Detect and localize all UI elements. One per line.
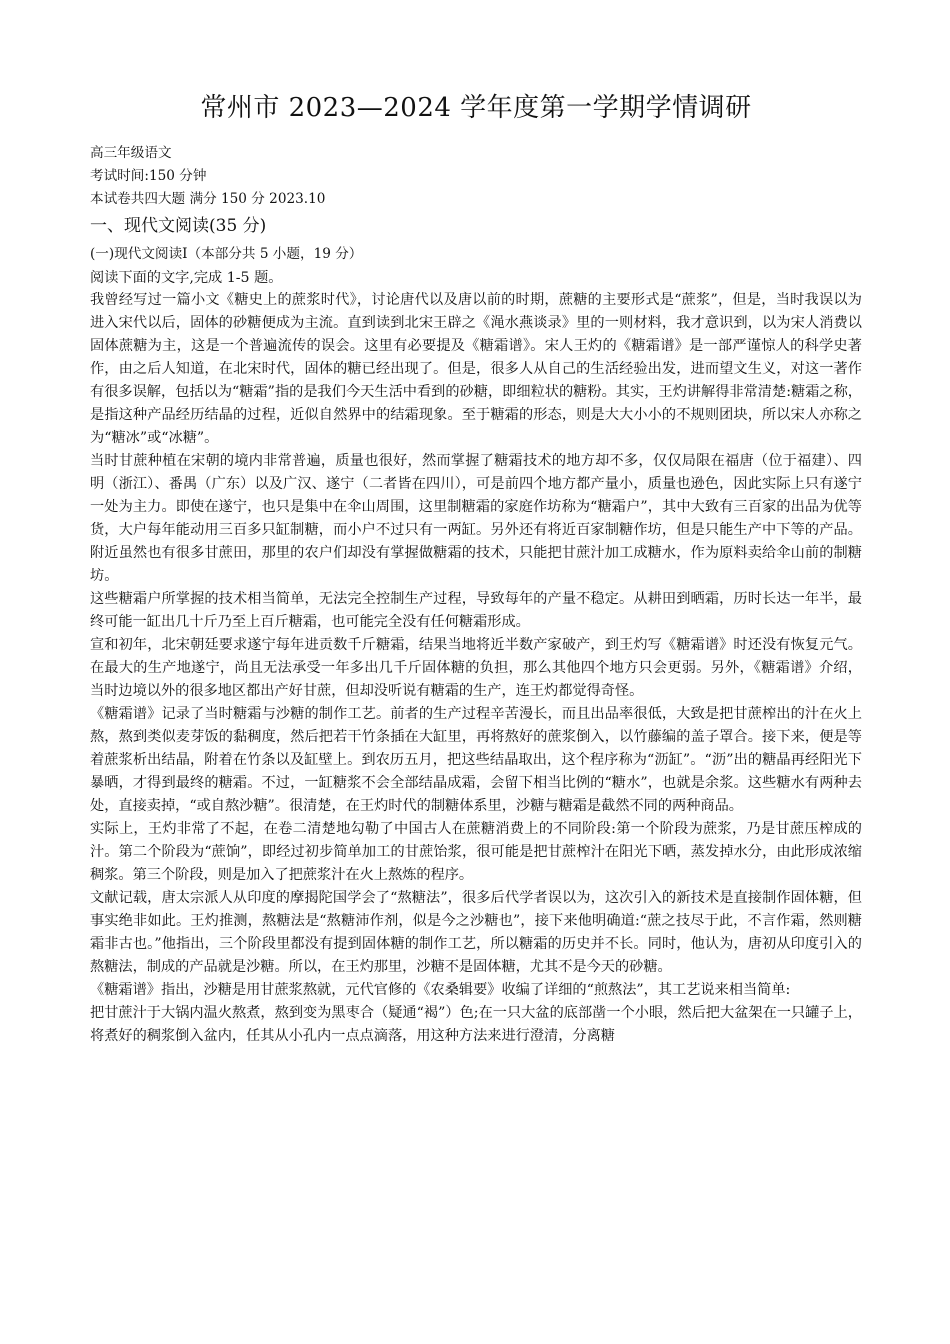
page-title: 常州市 2023—2024 学年度第一学期学情调研	[200, 93, 752, 123]
passage-paragraph: 《糖霜谱》记录了当时糖霜与沙糖的制作工艺。前者的生产过程辛苦漫长，而且出品率很低，大致是把甘蔗榨出的汁在火上熬，熬到类似麦芽饭的黏稠度，然后把若干竹条插在大缸里，再将熬好的蔗浆倒入，以竹藤编的盖子罩合。接下来，便是等着蔗浆析出结晶，附着在竹条以及缸壁上。到农历五月，把这些结晶取出，这个程序称为“沥缸”。“沥”出的糖晶再经阳光下暴晒，才得到最终的糖霜。不过，一缸糖浆不会全部结晶成霜，会留下相当比例的“糖水”，也就是余浆。这些糖水有两种去处，直接卖掉，“或自熬沙糖”。很清楚，在王灼时代的制糖体系里，沙糖与糖霜是截然不同的两种商品。	[90, 706, 862, 814]
passage-paragraph: 《糖霜谱》指出，沙糖是用甘蔗浆熬就，元代官修的《农桑辑要》收编了详细的“煎熬法”，其工艺说来相当简单:	[90, 982, 791, 998]
exam-time: 考试时间:150 分钟	[90, 168, 207, 184]
subsection-title: (一)现代文阅读Ⅰ（本部分共 5 小题，19 分）	[90, 246, 363, 262]
passage-paragraph: 文献记载，唐太宗派人从印度的摩揭陀国学会了“熬糖法”，很多后代学者误以为，这次引入的新技术是直接制作固体糖，但事实绝非如此。王灼推测，熬糖法是“熬糖沛作剂，似是今之沙糖也”，接下来他明确道:“蔗之技尽于此，不言作霜，然则糖霜非古也。”他指出，三个阶段里都没有提到固体糖的制作工艺，所以糖霜的历史并不长。同时，他认为，唐初从印度引入的熬糖法，制成的产品就是沙糖。所以，在王灼那里，沙糖不是固体糖，尤其不是今天的砂糖。	[90, 890, 862, 975]
passage-paragraph: 宣和初年，北宋朝廷要求遂宁每年进贡数千斤糖霜，结果当地将近半数产家破产，到王灼写《糖霜谱》时还没有恢复元气。在最大的生产地遂宁，尚且无法承受一年多出几千斤固体糖的负担，那么其他四个地方只会更弱。另外，《糖霜谱》介绍，当时边境以外的很多地区都出产好甘蔗，但却没听说有糖霜的生产，连王灼都觉得奇怪。	[90, 637, 862, 699]
passage-paragraph: 这些糖霜户所掌握的技术相当简单，无法完全控制生产过程，导致每年的产量不稳定。从耕田到晒霜，历时长达一年半，最终可能一缸出几十斤乃至上百斤糖霜，也可能完全没有任何糖霜形成。	[90, 591, 862, 630]
reading-instruction: 阅读下面的文字,完成 1-5 题。	[90, 270, 283, 286]
section-title: 一、现代文阅读(35 分)	[90, 216, 267, 236]
grade-subject: 高三年级语文	[90, 145, 172, 161]
passage-paragraph: 实际上，王灼非常了不起，在卷二清楚地勾勒了中国古人在蔗糖消费上的不同阶段:第一个阶段为蔗浆，乃是甘蔗压榨成的汁。第二个阶段为“蔗饷”，即经过初步简单加工的甘蔗饴浆，很可能是把甘蔗榨汁在阳光下晒，蒸发掉水分，由此形成浓缩稠浆。第三个阶段，则是加入了把蔗浆汁在火上熬炼的程序。	[90, 821, 862, 883]
passage-paragraph: 把甘蔗汁于大锅内温火熬煮，熬到变为黑枣合（疑通“褐”）色;在一只大盆的底部凿一个小眼，然后把大盆架在一只罐子上，将煮好的稠浆倒入盆内，任其从小孔内一点点滴落，用这种方法来进行澄清，分离糖	[90, 1005, 862, 1044]
document-page	[90, 90, 862, 1048]
passage-paragraph: 当时甘蔗种植在宋朝的境内非常普遍，质量也很好，然而掌握了糖霜技术的地方却不多，仅仅局限在福唐（位于福建）、四明（浙江）、番禺（广东）以及广汉、遂宁（二者皆在四川），可是前四个地方都产量小，质量也逊色，因此实际上只有遂宁一处为主力。即使在遂宁，也只是集中在伞山周围，这里制糖霜的家庭作坊称为“糖霜户”，其中大致有三百家的出品为优等货，大户每年能动用三百多只缸制糖，而小户不过只有一两缸。另外还有将近百家制糖作坊，但是只能生产中下等的产品。附近虽然也有很多甘蔗田，那里的农户们却没有掌握做糖霜的技术，只能把甘蔗汁加工成糖水，作为原料卖给伞山前的制糖坊。	[90, 453, 862, 584]
passage-paragraph: 我曾经写过一篇小文《糖史上的蔗浆时代》，讨论唐代以及唐以前的时期，蔗糖的主要形式是“蔗浆”，但是，当时我误以为进入宋代以后，固体的砂糖便成为主流。直到读到北宋王辟之《渑水燕谈录》里的一则材料，我才意识到，以为宋人消费以固体蔗糖为主，这是一个普遍流传的误会。这里有必要提及《糖霜谱》。宋人王灼的《糖霜谱》是一部严谨惊人的科学史著作，由之后人知道，在北宋时代，固体的糖已经出现了。但是，很多人从自己的生活经验出发，进而望文生义，对这一著作有很多误解，包括以为“糖霜”指的是我们今天生活中看到的砂糖，即细粒状的糖粉。其实，王灼讲解得非常清楚:糖霜之称，是指这种产品经历结晶的过程，近似自然界中的结霜现象。至于糖霜的形态，则是大大小小的不规则团块，所以宋人亦称之为“糖冰”或“冰糖”。	[90, 292, 862, 446]
reading-passage	[90, 267, 862, 1048]
exam-info: 本试卷共四大题 满分 150 分 2023.10	[90, 191, 326, 207]
